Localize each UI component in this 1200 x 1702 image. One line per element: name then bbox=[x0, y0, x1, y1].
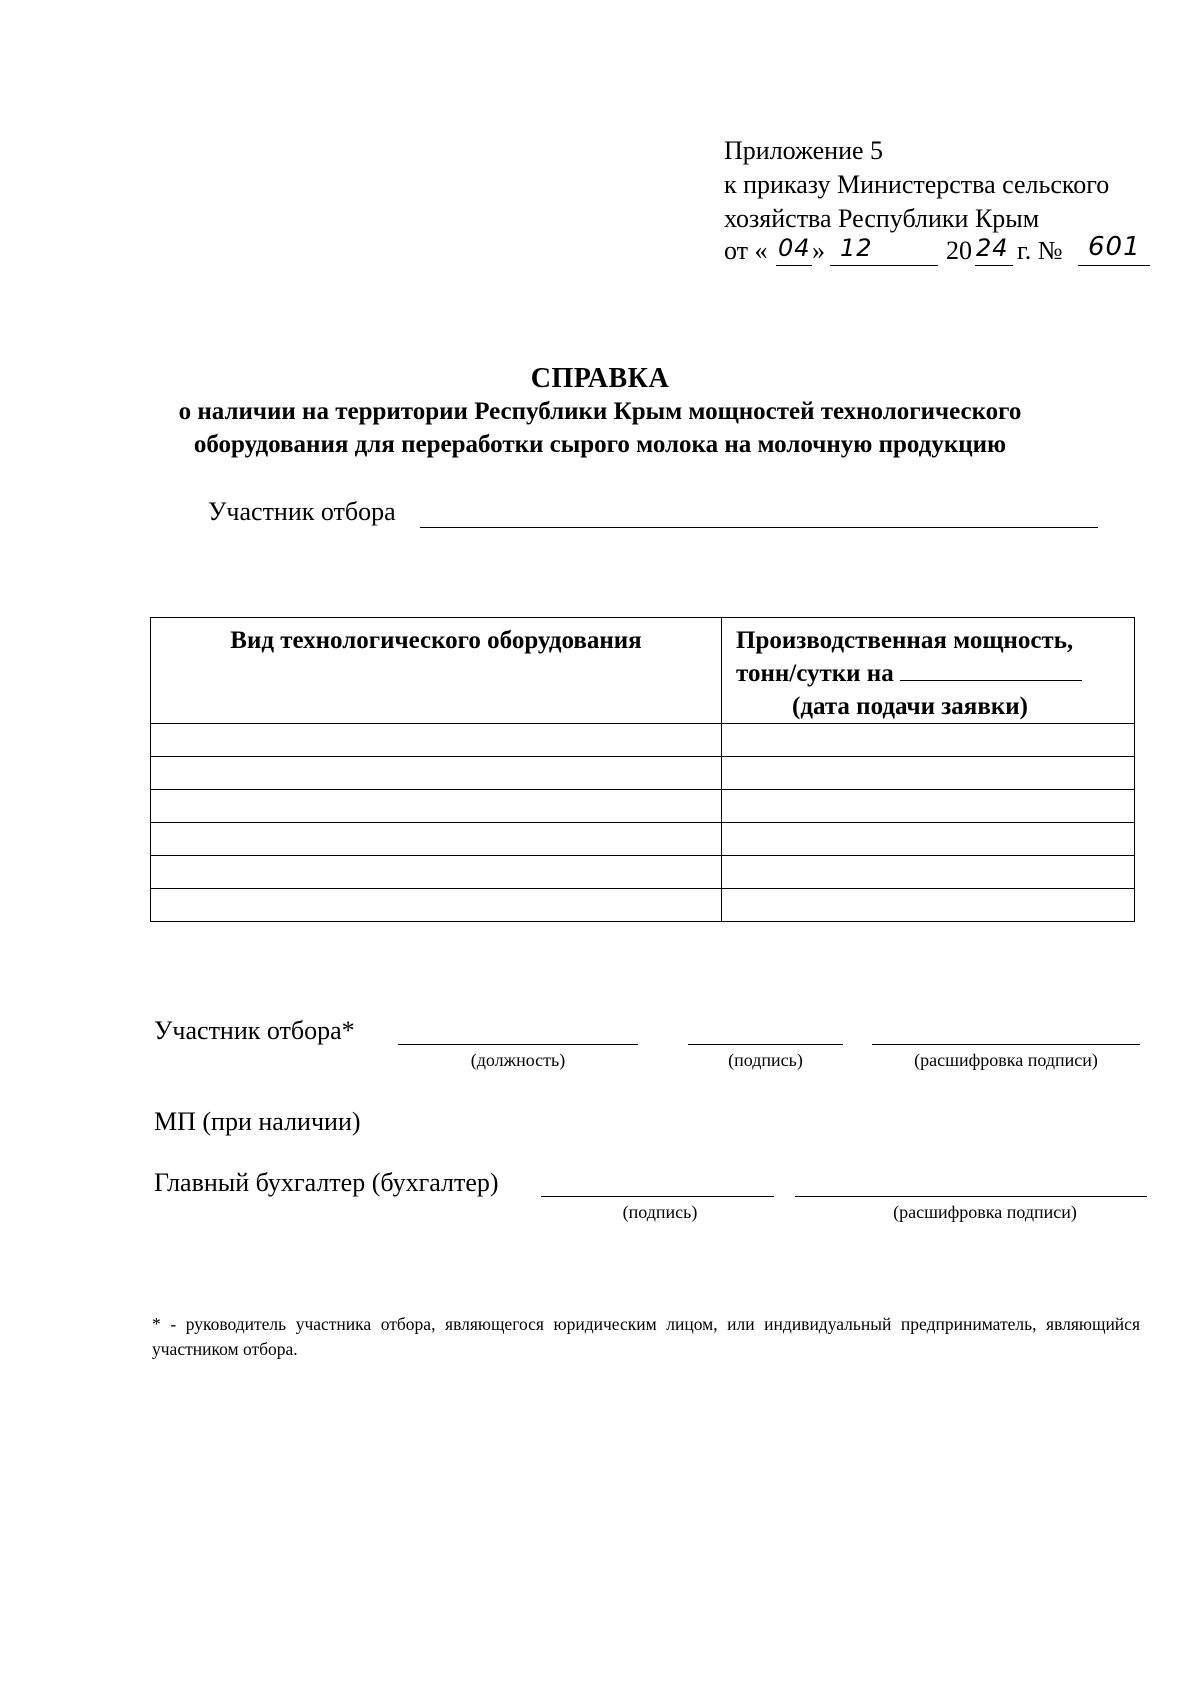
table-row bbox=[151, 823, 1135, 856]
annex-title: Приложение 5 bbox=[724, 136, 884, 165]
accountant-decode-line[interactable] bbox=[795, 1196, 1147, 1197]
year-prefix: 20 bbox=[946, 236, 972, 265]
document-subtitle-line2: оборудования для переработки сырого молока на молочную продукцию bbox=[193, 431, 1007, 458]
footnote: * - руководитель участника отбора, являющегося юридическим лицом, или индивидуальный предприниматель, являющийся участником отбора. bbox=[152, 1314, 1140, 1359]
header-capacity-line2: тонн/сутки на bbox=[736, 657, 1134, 690]
capacity-cell[interactable] bbox=[722, 790, 1135, 823]
handwritten-year: 24 bbox=[976, 234, 1009, 262]
position-line[interactable] bbox=[398, 1044, 638, 1045]
table-row bbox=[151, 856, 1135, 889]
capacity-cell[interactable] bbox=[722, 724, 1135, 757]
accountant-signature-line[interactable] bbox=[541, 1196, 774, 1197]
decode-line[interactable] bbox=[872, 1044, 1140, 1045]
table-row bbox=[151, 790, 1135, 823]
signature-participant-label: Участник отбора* bbox=[154, 1016, 355, 1045]
table-header-row bbox=[151, 618, 1135, 724]
day-close: » bbox=[812, 236, 825, 265]
number-line bbox=[1078, 265, 1150, 266]
stamp-label: МП (при наличии) bbox=[154, 1107, 361, 1136]
equipment-cell[interactable] bbox=[151, 790, 722, 823]
accountant-decode-caption: (расшифровка подписи) bbox=[893, 1202, 1077, 1222]
day-line bbox=[776, 265, 812, 266]
header-capacity-line3: (дата подачи заявки) bbox=[792, 693, 1028, 720]
header-equipment-type: Вид технологического оборудования bbox=[151, 618, 722, 724]
signature-caption: (подпись) bbox=[728, 1050, 803, 1070]
handwritten-month: 12 bbox=[840, 234, 873, 262]
annex-block bbox=[724, 134, 1109, 236]
date-prefix: от « bbox=[724, 236, 768, 265]
position-caption: (должность) bbox=[470, 1050, 566, 1070]
accountant-label: Главный бухгалтер (бухгалтер) bbox=[154, 1168, 499, 1197]
capacity-cell[interactable] bbox=[722, 856, 1135, 889]
annex-order-line: к приказу Министерства сельского bbox=[724, 170, 1110, 199]
table-row bbox=[151, 757, 1135, 790]
accountant-signature-caption: (подпись) bbox=[622, 1202, 698, 1222]
date-blank-line[interactable] bbox=[900, 658, 1082, 681]
header-capacity-line1: Производственная мощность, bbox=[736, 627, 1074, 654]
participant-field-line[interactable] bbox=[420, 527, 1098, 528]
equipment-cell[interactable] bbox=[151, 823, 722, 856]
year-tail: г. № bbox=[1017, 236, 1063, 265]
equipment-cell[interactable] bbox=[151, 757, 722, 790]
document-title: СПРАВКА bbox=[530, 363, 670, 394]
table-row bbox=[151, 724, 1135, 757]
signature-line[interactable] bbox=[688, 1044, 843, 1045]
capacity-cell[interactable] bbox=[722, 757, 1135, 790]
equipment-cell[interactable] bbox=[151, 889, 722, 922]
capacity-cell[interactable] bbox=[722, 889, 1135, 922]
month-line bbox=[830, 265, 938, 266]
handwritten-day: 04 bbox=[778, 234, 811, 262]
capacity-cell[interactable] bbox=[722, 823, 1135, 856]
equipment-cell[interactable] bbox=[151, 856, 722, 889]
header-capacity bbox=[722, 618, 1135, 724]
participant-label: Участник отбора bbox=[208, 497, 396, 526]
annex-ministry-line: хозяйства Республики Крым bbox=[724, 204, 1040, 233]
document-subtitle-line1: о наличии на территории Республики Крым мощностей технологического bbox=[178, 398, 1022, 425]
equipment-table bbox=[150, 617, 1135, 922]
handwritten-number: 601 bbox=[1088, 232, 1141, 262]
year-line bbox=[975, 265, 1013, 266]
table-row bbox=[151, 889, 1135, 922]
decode-caption: (расшифровка подписи) bbox=[914, 1050, 1098, 1070]
equipment-cell[interactable] bbox=[151, 724, 722, 757]
